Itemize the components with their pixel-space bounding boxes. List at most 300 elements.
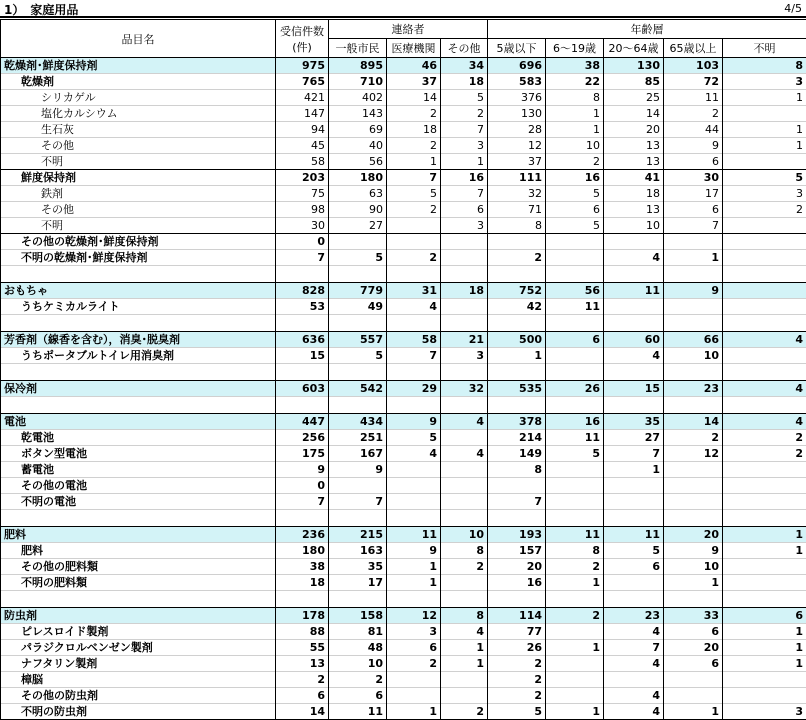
value-cell: 20 [488,559,546,575]
value-cell: 2 [488,250,546,266]
row-label: 鮮度保持剤 [1,170,276,186]
value-cell [664,299,723,315]
value-cell: 14 [387,90,441,106]
value-cell: 1 [387,704,441,720]
value-cell [604,299,664,315]
value-cell: 542 [329,381,387,397]
value-cell: 114 [488,608,546,624]
value-cell: 103 [664,58,723,74]
value-cell [546,494,604,510]
value-cell: 8 [488,462,546,478]
value-cell: 4 [604,348,664,364]
item-row [1,90,806,106]
value-cell: 6 [723,608,806,624]
value-cell: 535 [488,381,546,397]
category-row [1,381,806,397]
value-cell: 5 [387,186,441,202]
value-cell: 4 [604,688,664,704]
value-cell: 8 [546,90,604,106]
category-row [1,332,806,348]
row-label: 不明の防虫剤 [1,704,276,720]
value-cell [723,575,806,591]
row-label: ボタン型電池 [1,446,276,462]
value-cell [604,478,664,494]
value-cell: 8 [488,218,546,234]
value-cell: 20 [604,122,664,138]
spacer-row [1,591,806,608]
value-cell: 4 [441,446,488,462]
item-row [1,186,806,202]
value-cell: 7 [329,494,387,510]
value-cell [723,559,806,575]
value-cell: 378 [488,414,546,430]
row-label: 不明 [1,154,276,170]
empty-cell [664,591,723,608]
value-cell: 130 [488,106,546,122]
value-cell: 13 [604,138,664,154]
row-label: 保冷剤 [1,381,276,397]
value-cell [723,688,806,704]
value-cell: 11 [329,704,387,720]
empty-cell [604,266,664,283]
value-cell [664,494,723,510]
empty-cell [276,397,329,414]
value-cell [723,462,806,478]
value-cell: 130 [604,58,664,74]
value-cell: 7 [276,494,329,510]
empty-cell [1,591,276,608]
section-title: 1） 家庭用品 [4,1,78,18]
value-cell [723,218,806,234]
value-cell: 6 [604,559,664,575]
contact-header-public: 一般市民 [329,39,387,58]
value-cell [441,462,488,478]
empty-cell [604,364,664,381]
value-cell: 402 [329,90,387,106]
category-row [1,58,806,74]
spacer-row [1,510,806,527]
value-cell: 1 [387,559,441,575]
value-cell [441,430,488,446]
value-cell: 1 [387,575,441,591]
value-cell: 12 [387,608,441,624]
empty-cell [546,591,604,608]
empty-cell [329,510,387,527]
value-cell [441,672,488,688]
value-cell: 6 [546,332,604,348]
row-label: うちポータブルトイレ用消臭剤 [1,348,276,364]
value-cell: 7 [441,186,488,202]
value-cell [441,234,488,250]
value-cell: 4 [604,656,664,672]
value-cell: 256 [276,430,329,446]
value-cell: 2 [488,688,546,704]
value-cell: 2 [546,608,604,624]
value-cell: 2 [387,106,441,122]
value-cell: 4 [604,624,664,640]
value-cell: 2 [441,559,488,575]
value-cell: 1 [546,106,604,122]
spacer-row [1,397,806,414]
value-cell: 143 [329,106,387,122]
value-cell [387,234,441,250]
value-cell: 157 [488,543,546,559]
value-cell: 2 [387,202,441,218]
row-label: 不明の肥料類 [1,575,276,591]
value-cell: 4 [723,381,806,397]
value-cell: 56 [546,283,604,299]
contact-header-medical: 医療機関 [387,39,441,58]
value-cell: 1 [723,640,806,656]
value-cell: 5 [329,250,387,266]
value-cell: 10 [664,559,723,575]
value-cell: 215 [329,527,387,543]
value-cell: 779 [329,283,387,299]
category-row [1,527,806,543]
value-cell: 3 [723,74,806,90]
subcategory-row [1,543,806,559]
value-cell: 557 [329,332,387,348]
value-cell: 7 [276,250,329,266]
subcategory-row [1,170,806,186]
empty-cell [546,510,604,527]
value-cell: 5 [488,704,546,720]
value-cell [441,575,488,591]
page-number: 4/5 [784,2,802,15]
value-cell [723,478,806,494]
value-cell: 710 [329,74,387,90]
value-cell: 6 [664,624,723,640]
empty-cell [723,591,806,608]
value-cell: 163 [329,543,387,559]
value-cell: 11 [546,527,604,543]
empty-cell [546,266,604,283]
row-label: ナフタリン製剤 [1,656,276,672]
value-cell: 71 [488,202,546,218]
value-cell: 27 [329,218,387,234]
value-cell: 22 [546,74,604,90]
value-cell: 20 [664,640,723,656]
value-cell: 5 [387,430,441,446]
table-body [1,58,806,720]
subcategory-row [1,624,806,640]
value-cell [723,299,806,315]
empty-cell [604,591,664,608]
value-cell: 2 [276,672,329,688]
contact-header-other: その他 [441,39,488,58]
empty-cell [1,266,276,283]
value-cell: 7 [387,348,441,364]
subcategory-row [1,559,806,575]
value-cell: 2 [387,656,441,672]
value-cell: 4 [387,446,441,462]
value-cell: 10 [329,656,387,672]
age-group-header: 年齢層 [488,20,806,39]
value-cell: 30 [664,170,723,186]
value-cell: 18 [604,186,664,202]
empty-cell [441,397,488,414]
empty-cell [723,510,806,527]
row-label: その他 [1,138,276,154]
value-cell: 1 [723,138,806,154]
value-cell [488,234,546,250]
empty-cell [488,364,546,381]
value-cell: 2 [329,672,387,688]
count-header-line2: (件) [276,39,328,55]
item-row [1,138,806,154]
value-cell: 30 [276,218,329,234]
row-label: その他の防虫剤 [1,688,276,704]
value-cell [723,234,806,250]
value-cell: 48 [329,640,387,656]
value-cell: 175 [276,446,329,462]
subcategory-row [1,348,806,364]
subcategory-row [1,446,806,462]
row-label: その他の電池 [1,478,276,494]
row-label: 塩化カルシウム [1,106,276,122]
empty-cell [546,364,604,381]
empty-cell [387,266,441,283]
value-cell: 1 [546,640,604,656]
value-cell: 895 [329,58,387,74]
value-cell: 34 [441,58,488,74]
spacer-row [1,315,806,332]
value-cell: 178 [276,608,329,624]
value-cell: 5 [441,90,488,106]
value-cell: 9 [387,414,441,430]
row-label: 鉄剤 [1,186,276,202]
value-cell: 1 [546,575,604,591]
value-cell: 27 [604,430,664,446]
value-cell: 5 [546,446,604,462]
value-cell: 90 [329,202,387,218]
value-cell [546,656,604,672]
empty-cell [1,364,276,381]
value-cell: 17 [329,575,387,591]
value-cell: 6 [664,656,723,672]
spacer-row [1,364,806,381]
value-cell: 58 [276,154,329,170]
value-cell: 5 [604,543,664,559]
value-cell: 1 [723,90,806,106]
value-cell: 2 [441,704,488,720]
value-cell: 1 [546,122,604,138]
subcategory-row [1,688,806,704]
value-cell: 3 [723,704,806,720]
empty-cell [441,364,488,381]
row-label: 乾電池 [1,430,276,446]
value-cell: 1 [723,656,806,672]
value-cell: 193 [488,527,546,543]
value-cell: 14 [664,414,723,430]
value-cell [723,672,806,688]
value-cell: 4 [604,704,664,720]
empty-cell [723,397,806,414]
empty-cell [604,315,664,332]
empty-cell [441,591,488,608]
empty-cell [723,266,806,283]
value-cell: 7 [441,122,488,138]
value-cell: 500 [488,332,546,348]
value-cell: 603 [276,381,329,397]
value-cell: 765 [276,74,329,90]
value-cell [488,478,546,494]
value-cell: 1 [387,154,441,170]
empty-cell [441,266,488,283]
value-cell: 180 [276,543,329,559]
row-label: 樟脳 [1,672,276,688]
age-header-6-19: 6～19歳 [546,39,604,58]
row-label: 芳香剤（線香を含む），消臭･脱臭剤 [1,332,276,348]
value-cell: 10 [441,527,488,543]
value-cell: 5 [723,170,806,186]
value-cell: 10 [546,138,604,154]
value-cell: 0 [276,234,329,250]
value-cell: 828 [276,283,329,299]
value-cell: 6 [664,154,723,170]
value-cell: 35 [604,414,664,430]
value-cell: 23 [664,381,723,397]
empty-cell [329,266,387,283]
value-cell: 696 [488,58,546,74]
value-cell: 636 [276,332,329,348]
value-cell [387,478,441,494]
empty-cell [329,315,387,332]
value-cell: 11 [387,527,441,543]
value-cell: 56 [329,154,387,170]
subcategory-row [1,494,806,510]
value-cell: 18 [276,575,329,591]
value-cell: 15 [276,348,329,364]
value-cell: 12 [488,138,546,154]
empty-cell [664,397,723,414]
empty-cell [387,510,441,527]
empty-cell [441,510,488,527]
value-cell: 1 [441,640,488,656]
value-cell: 2 [723,202,806,218]
value-cell: 2 [723,430,806,446]
value-cell: 1 [664,575,723,591]
value-cell: 203 [276,170,329,186]
value-cell: 44 [664,122,723,138]
value-cell [441,688,488,704]
value-cell: 1 [441,154,488,170]
subcategory-row [1,462,806,478]
value-cell: 72 [664,74,723,90]
value-cell: 1 [664,704,723,720]
value-cell: 6 [441,202,488,218]
value-cell: 20 [664,527,723,543]
value-cell: 16 [488,575,546,591]
value-cell: 111 [488,170,546,186]
value-cell: 28 [488,122,546,138]
value-cell: 1 [723,527,806,543]
value-cell [387,218,441,234]
value-cell: 81 [329,624,387,640]
value-cell: 4 [441,624,488,640]
row-label: 肥料 [1,543,276,559]
value-cell: 376 [488,90,546,106]
empty-cell [488,397,546,414]
value-cell [387,672,441,688]
empty-cell [604,510,664,527]
empty-cell [664,510,723,527]
table-header [1,20,806,58]
value-cell [723,348,806,364]
empty-cell [387,364,441,381]
empty-cell [546,397,604,414]
value-cell: 147 [276,106,329,122]
value-cell: 8 [723,58,806,74]
value-cell: 17 [664,186,723,202]
category-row [1,608,806,624]
value-cell: 6 [664,202,723,218]
value-cell: 1 [723,122,806,138]
empty-cell [1,510,276,527]
row-label: 肥料 [1,527,276,543]
value-cell [329,478,387,494]
value-cell: 11 [604,527,664,543]
value-cell [387,494,441,510]
value-cell: 0 [276,478,329,494]
value-cell: 2 [664,430,723,446]
value-cell [723,154,806,170]
value-cell: 6 [387,640,441,656]
value-cell: 149 [488,446,546,462]
value-cell [546,234,604,250]
value-cell [546,688,604,704]
row-label: その他の肥料類 [1,559,276,575]
value-cell: 38 [546,58,604,74]
age-header-20-64: 20～64歳 [604,39,664,58]
row-label: 生石灰 [1,122,276,138]
value-cell: 85 [604,74,664,90]
subcategory-row [1,478,806,494]
value-cell: 1 [723,543,806,559]
value-cell: 13 [604,202,664,218]
value-cell: 11 [546,430,604,446]
value-cell [604,494,664,510]
value-cell: 7 [604,640,664,656]
row-label: 不明 [1,218,276,234]
empty-cell [1,315,276,332]
value-cell: 10 [604,218,664,234]
value-cell: 9 [329,462,387,478]
empty-cell [664,266,723,283]
empty-cell [488,266,546,283]
empty-cell [276,510,329,527]
value-cell [546,624,604,640]
value-cell: 752 [488,283,546,299]
value-cell: 32 [488,186,546,202]
value-cell: 3 [387,624,441,640]
subcategory-row [1,640,806,656]
item-row [1,106,806,122]
empty-cell [387,397,441,414]
value-cell: 18 [441,283,488,299]
value-cell: 2 [488,672,546,688]
value-cell [604,672,664,688]
value-cell: 29 [387,381,441,397]
value-cell: 15 [604,381,664,397]
empty-cell [664,364,723,381]
spacer-row [1,266,806,283]
subcategory-row [1,234,806,250]
empty-cell [546,315,604,332]
value-cell: 3 [723,186,806,202]
item-row [1,122,806,138]
value-cell: 14 [604,106,664,122]
